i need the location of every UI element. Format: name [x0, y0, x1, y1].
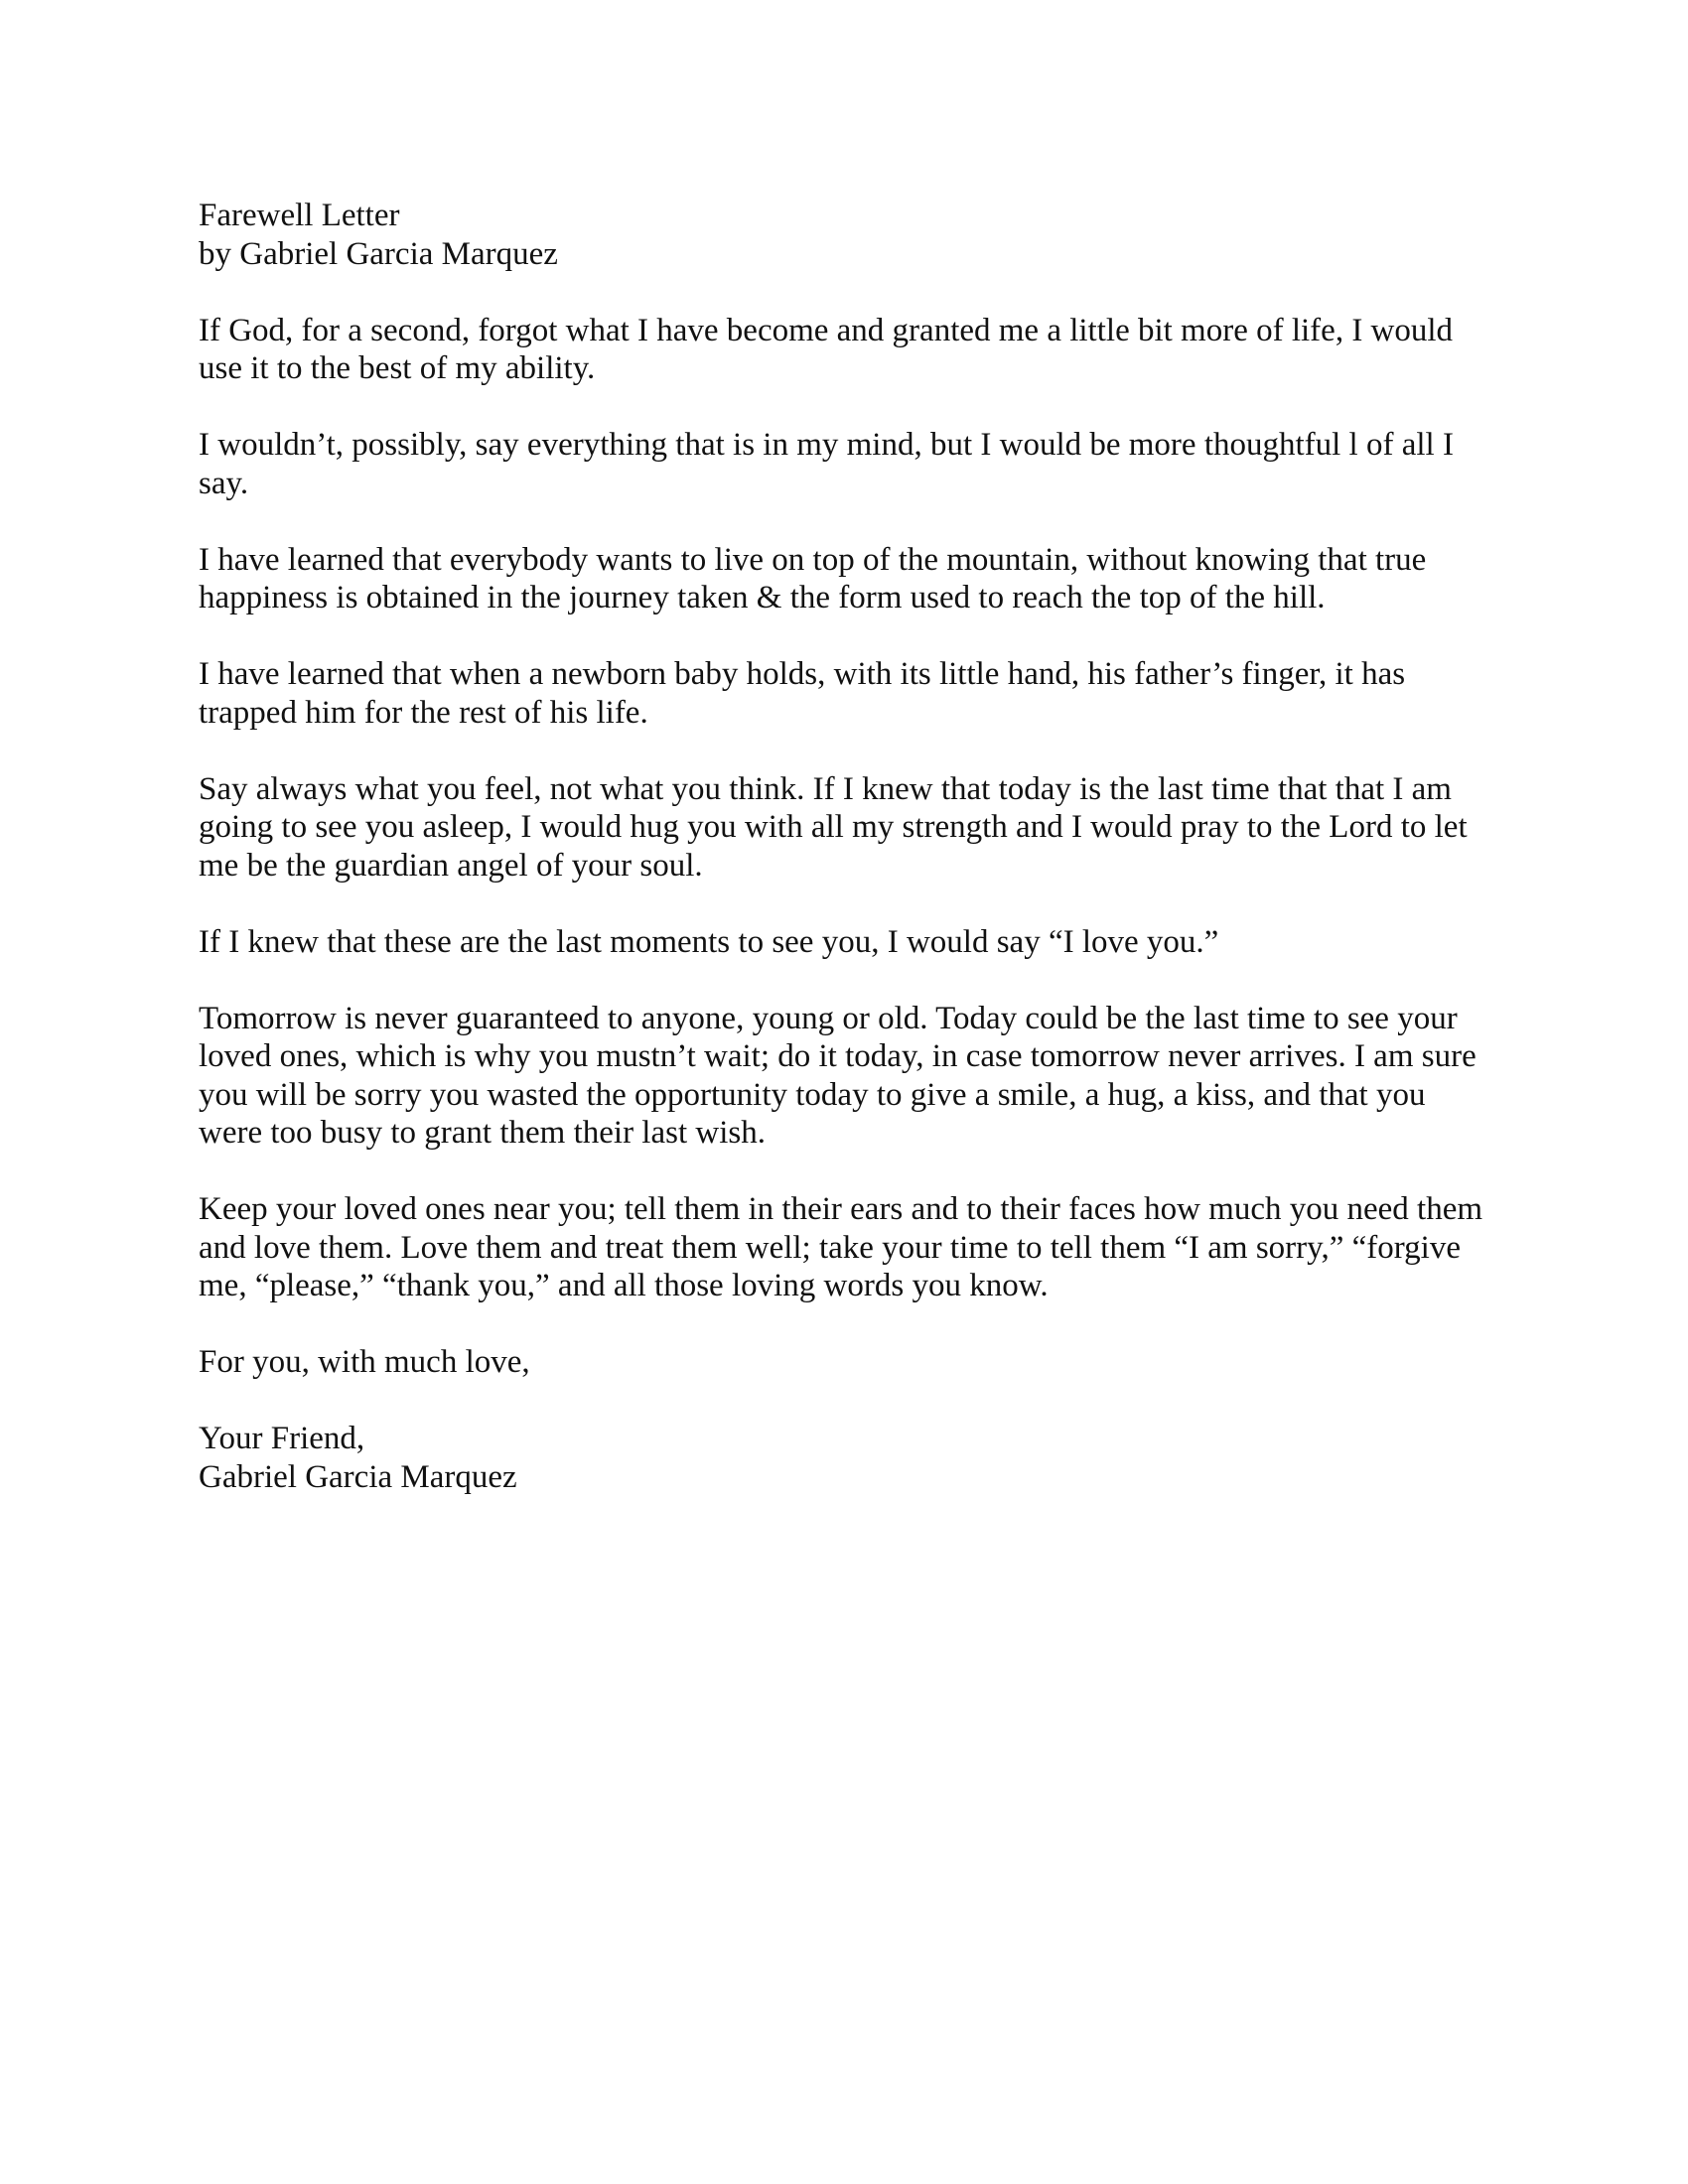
letter-byline: by Gabriel Garcia Marquez [199, 235, 558, 272]
paragraph-4: I have learned that when a newborn baby holds, with its little hand, his father’s finger, it has trapped him for the rest of his life. [199, 656, 1406, 731]
letter-closing-block [199, 1420, 1489, 1496]
paragraph-9: For you, with much love, [199, 1344, 530, 1380]
letter-page [199, 197, 1489, 1496]
paragraph-8: Keep your loved ones near you; tell them in their ears and to their faces how much you need them and love them. Love them and treat them well; take your time to tell them “I am sorry,” “forgive me, “please,” “thank you,” and all those loving words you know. [199, 1191, 1483, 1303]
letter-signature: Gabriel Garcia Marquez [199, 1458, 517, 1495]
paragraph-1: If God, for a second, forgot what I have become and granted me a little bit more of life, I would use it to the best of my ability. [199, 312, 1454, 386]
paragraph-6: If I knew that these are the last moments to see you, I would say “I love you.” [199, 923, 1219, 960]
letter-closing: Your Friend, [199, 1421, 365, 1456]
paragraph-5: Say always what you feel, not what you think. If I knew that today is the last time that that I am going to see you asleep, I would hug you with all my strength and I would pray to the Lord to let me be the guardian angel of your soul. [199, 770, 1468, 884]
letter-title: Farewell Letter [199, 198, 400, 233]
paragraph-7: Tomorrow is never guaranteed to anyone, young or old. Today could be the last time to see your loved ones, which is why you mustn’t wait; do it today, in case tomorrow never arrives. I am sure you will be sorry you wasted the opportunity today to give a smile, a hug, a kiss, and that you were too busy to grant them their last wish. [199, 1000, 1477, 1151]
paragraph-3: I have learned that everybody wants to live on top of the mountain, without knowing that true happiness is obtained in the journey taken & the form used to reach the top of the hill. [199, 541, 1427, 615]
paragraph-2: I wouldn’t, possibly, say everything that is in my mind, but I would be more thoughtful l of all I say. [199, 427, 1454, 501]
